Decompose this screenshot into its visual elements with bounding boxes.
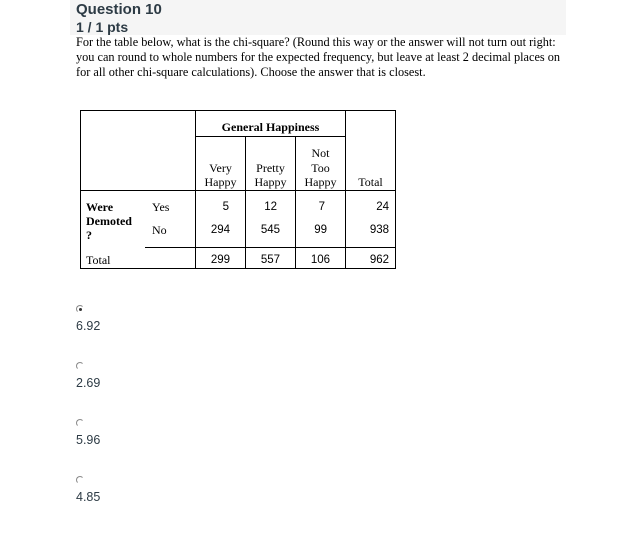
- yes-label: Yes: [152, 200, 170, 214]
- col-header-very-2: Happy: [204, 175, 237, 189]
- question-title: Question 10: [76, 1, 162, 18]
- crosstab-table: [80, 110, 396, 269]
- radio-selected-icon[interactable]: [76, 305, 84, 313]
- radio-icon[interactable]: [76, 476, 84, 484]
- col-header-total: Total: [358, 175, 383, 189]
- cell-total-not: 106: [310, 254, 330, 266]
- col-header-not-3: Happy: [304, 175, 337, 189]
- row-label-line2: Demoted: [86, 214, 132, 228]
- row-label-line3: ?: [86, 228, 92, 242]
- answer-label: 5.96: [76, 433, 101, 447]
- total-label: Total: [86, 253, 111, 267]
- cell-total-pretty: 557: [260, 254, 280, 266]
- cell-no-very: 294: [210, 224, 230, 236]
- no-label: No: [152, 223, 167, 237]
- table-divider: [145, 247, 396, 248]
- col-header-not-2: Too: [311, 161, 330, 175]
- cell-total-total: 962: [369, 254, 389, 266]
- cell-no-not: 99: [314, 224, 327, 236]
- col-header-pretty-2: Happy: [254, 175, 287, 189]
- question-points: 1 / 1 pts: [76, 19, 129, 35]
- answer-label: 2.69: [76, 376, 101, 390]
- col-header-pretty-1: Pretty: [256, 161, 285, 175]
- col-header-very-1: Very: [209, 161, 232, 175]
- cell-yes-pretty: 12: [264, 201, 277, 213]
- table-divider: [80, 190, 396, 191]
- row-label-line1: Were: [86, 200, 114, 214]
- col-header-not-1: Not: [311, 146, 330, 160]
- answer-label: 6.92: [76, 319, 101, 333]
- cell-yes-total: 24: [376, 201, 389, 213]
- table-divider: [195, 136, 345, 137]
- question-text: For the table below, what is the chi-square? (Round this way or the answer will not turn out right: you can round to whole numbers for the expected frequency, but leave at least 2 decimal places on for all other chi-square calculations). Choose the answer that is closest.: [76, 35, 561, 79]
- cell-yes-not: 7: [318, 201, 325, 213]
- radio-icon[interactable]: [76, 419, 84, 427]
- table-border-top: [80, 110, 396, 111]
- cell-yes-very: 5: [222, 201, 229, 213]
- cell-no-total: 938: [369, 224, 389, 236]
- answer-label: 4.85: [76, 490, 101, 504]
- cell-total-very: 299: [210, 254, 230, 266]
- group-header: General Happiness: [221, 120, 320, 134]
- table-border-bottom: [80, 268, 396, 269]
- cell-no-pretty: 545: [260, 224, 280, 236]
- radio-icon[interactable]: [76, 362, 84, 370]
